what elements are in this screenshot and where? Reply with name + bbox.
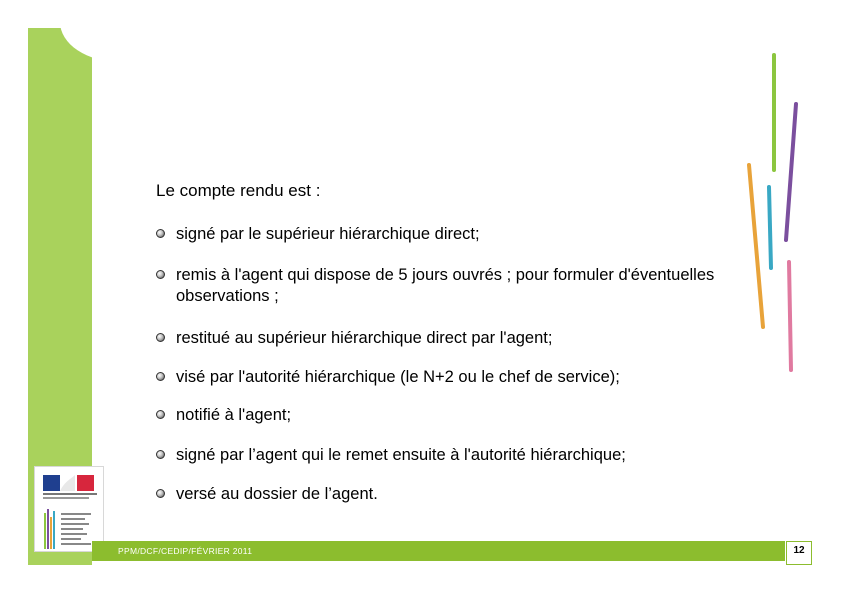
ministry-logo bbox=[34, 466, 104, 552]
bullet-item bbox=[156, 224, 731, 245]
bullet-text: signé par l’agent qui le remet ensuite à l'autorité hiérarchique; bbox=[176, 446, 626, 464]
footer-text: PPM/DCF/CEDIP/FÉVRIER 2011 bbox=[118, 546, 253, 556]
bullet-item bbox=[156, 445, 731, 466]
bullet-text: remis à l'agent qui dispose de 5 jours ouvrés ; pour formuler d'éventuelles observations ; bbox=[176, 266, 715, 305]
slide-heading: Le compte rendu est : bbox=[156, 181, 321, 200]
bullet-item bbox=[156, 367, 731, 388]
bullet-item bbox=[156, 265, 721, 307]
decor-line-teal bbox=[769, 187, 771, 268]
bullet-text: versé au dossier de l’agent. bbox=[176, 485, 378, 503]
decor-line-purple bbox=[786, 104, 796, 240]
bullet-icon bbox=[156, 229, 165, 238]
bullet-text: restitué au supérieur hiérarchique direct par l'agent; bbox=[176, 329, 553, 347]
bullet-icon bbox=[156, 489, 165, 498]
bullet-icon bbox=[156, 270, 165, 279]
page-number: 12 bbox=[793, 545, 805, 556]
bullet-icon bbox=[156, 450, 165, 459]
bullet-item bbox=[156, 405, 731, 426]
bullet-item bbox=[156, 484, 731, 505]
bullet-icon bbox=[156, 372, 165, 381]
ministry-logo-graphic bbox=[35, 467, 103, 551]
bullet-icon bbox=[156, 410, 165, 419]
bullet-text: visé par l'autorité hiérarchique (le N+2 ou le chef de service); bbox=[176, 368, 620, 386]
bullet-text: signé par le supérieur hiérarchique direct; bbox=[176, 225, 480, 243]
bullet-item bbox=[156, 328, 731, 349]
decor-line-pink bbox=[789, 262, 791, 370]
bullet-icon bbox=[156, 333, 165, 342]
decor-line-orange bbox=[749, 165, 763, 327]
bullet-text: notifié à l'agent; bbox=[176, 406, 292, 424]
